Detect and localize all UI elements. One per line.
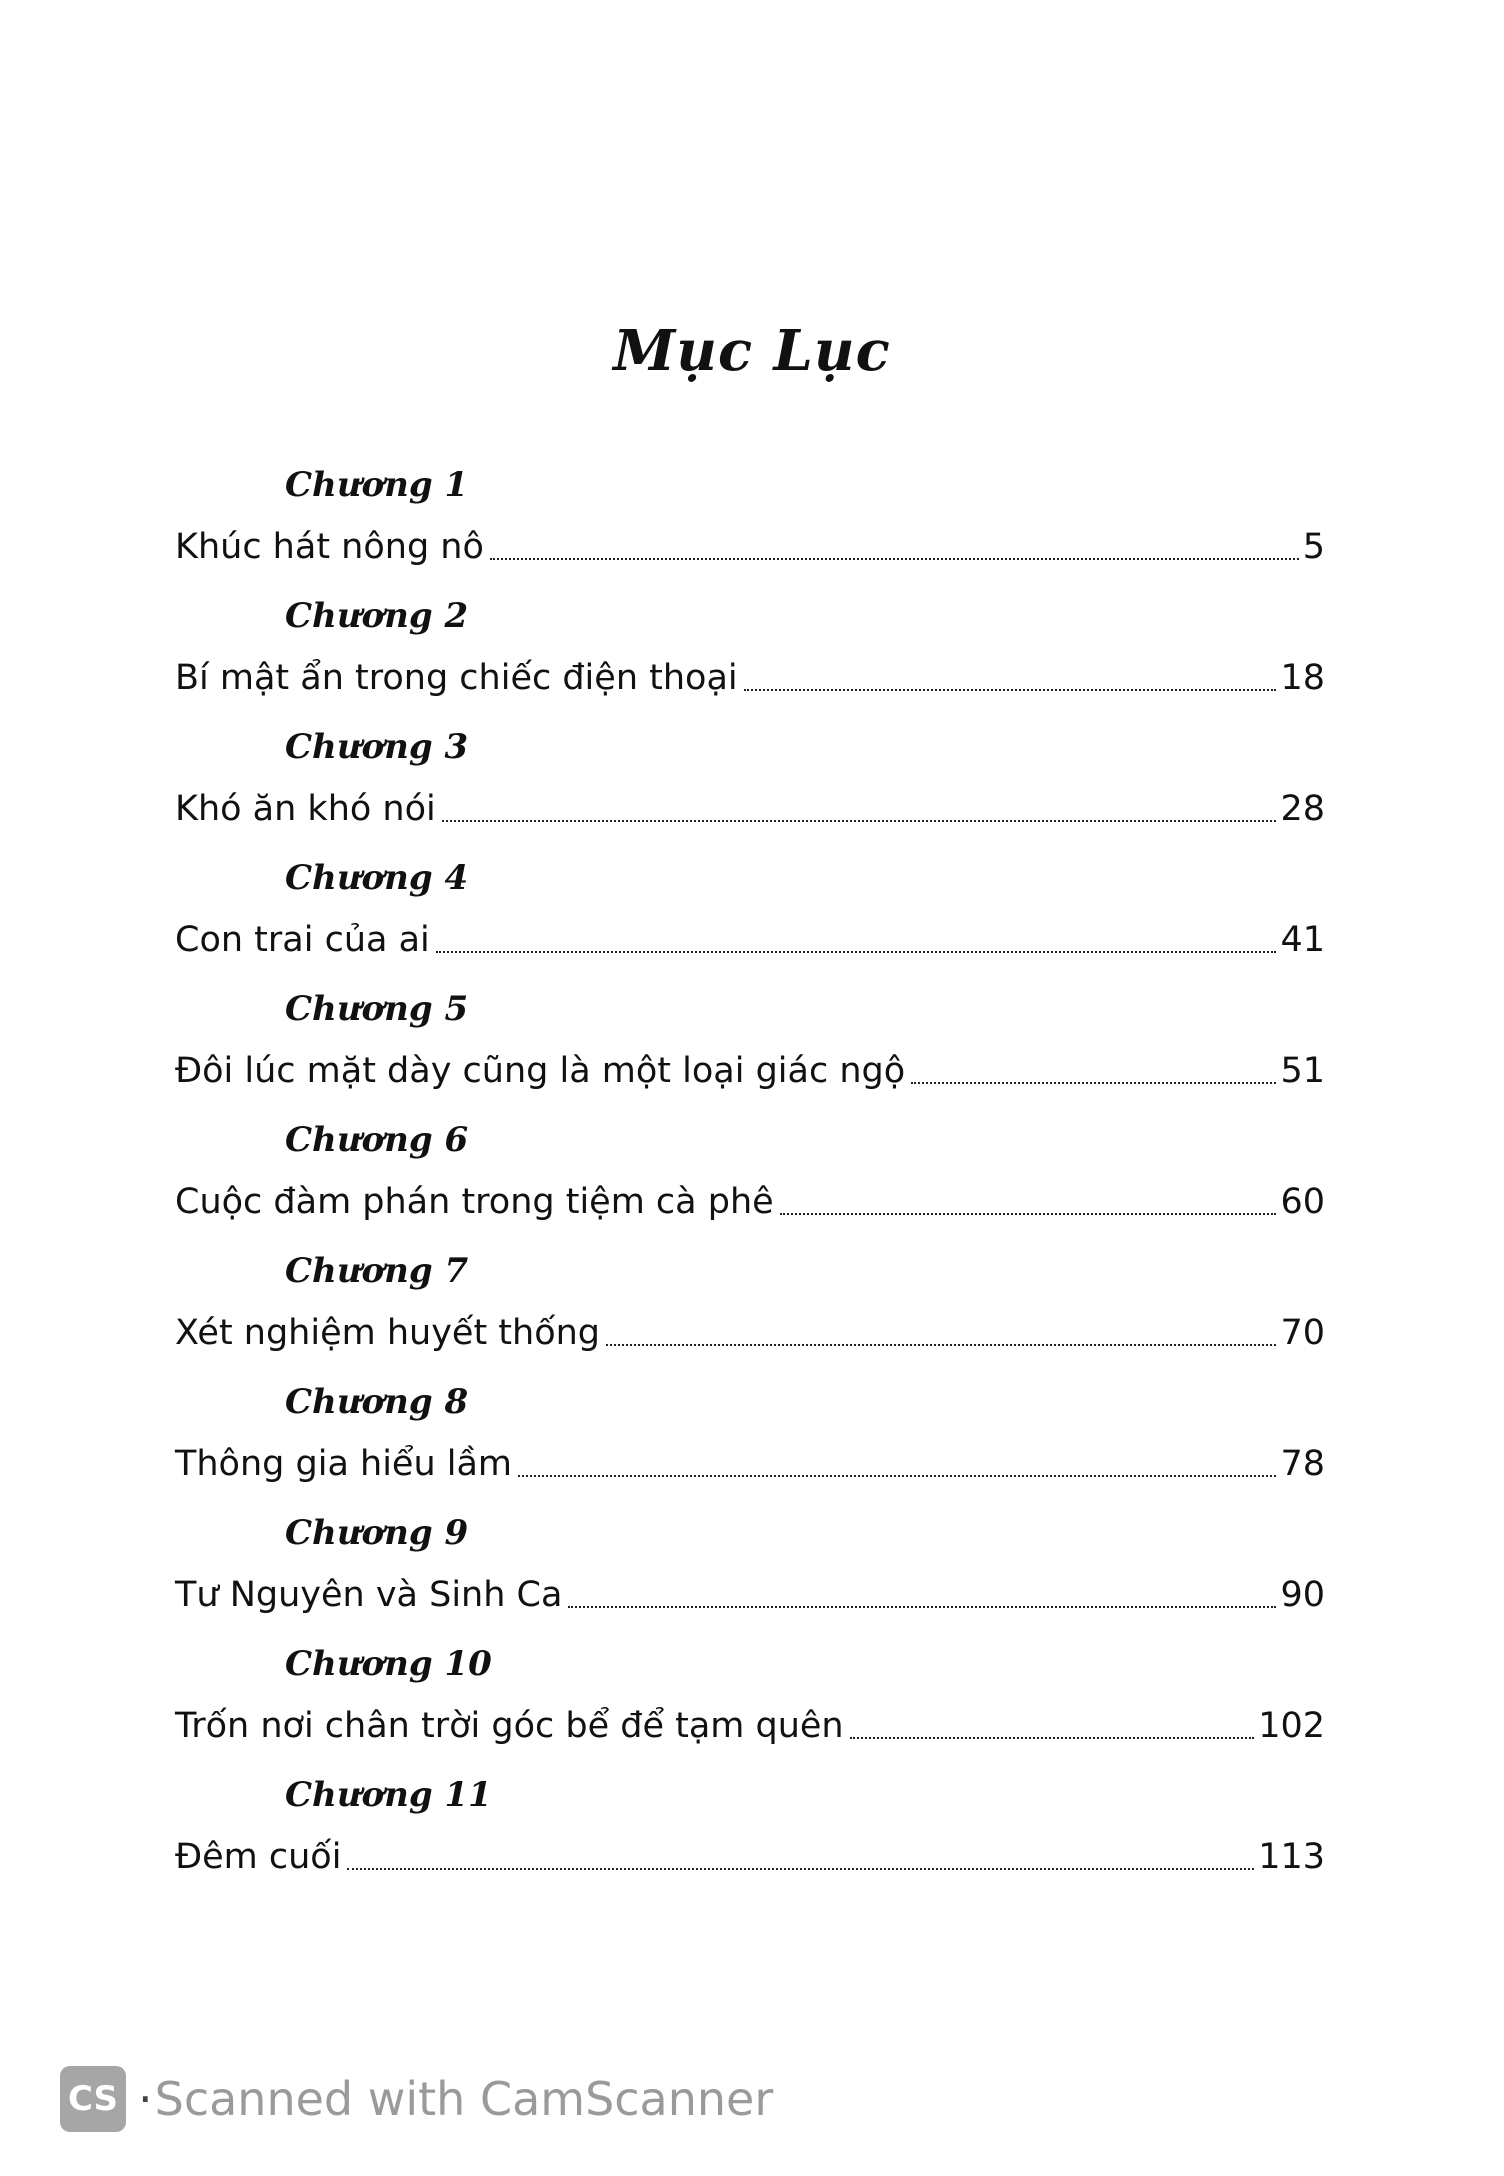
toc-line — [175, 524, 1325, 570]
chapter-label: Chương 4 — [285, 858, 469, 898]
page-number: 90 — [1280, 1575, 1325, 1615]
chapter-label: Chương 8 — [285, 1382, 469, 1422]
dot-leader — [347, 1868, 1254, 1870]
toc-line — [175, 655, 1325, 701]
page-number: 41 — [1280, 920, 1325, 960]
dot-leader — [606, 1344, 1276, 1346]
dot-leader — [490, 558, 1299, 560]
toc-line — [175, 1834, 1325, 1880]
chapter-label: Chương 1 — [285, 465, 469, 505]
page-number: 102 — [1258, 1706, 1325, 1746]
toc-entry — [175, 855, 1325, 986]
chapter-title: Xét nghiệm huyết thống — [175, 1313, 601, 1353]
toc-line — [175, 1703, 1325, 1749]
toc-entry — [175, 1379, 1325, 1510]
toc-entry — [175, 986, 1325, 1117]
chapter-label: Chương 6 — [285, 1120, 469, 1160]
dot-leader — [911, 1082, 1276, 1084]
table-of-contents — [175, 462, 1325, 1903]
dot-leader — [744, 689, 1277, 691]
watermark-text: Scanned with CamScanner — [154, 2072, 774, 2126]
toc-entry — [175, 1117, 1325, 1248]
page-number: 28 — [1280, 789, 1325, 829]
toc-line — [175, 1310, 1325, 1356]
chapter-label: Chương 7 — [285, 1251, 469, 1291]
chapter-label: Chương 5 — [285, 989, 469, 1029]
dot-leader — [780, 1213, 1277, 1215]
page-number: 60 — [1280, 1182, 1325, 1222]
chapter-label: Chương 3 — [285, 727, 469, 767]
toc-entry — [175, 724, 1325, 855]
toc-entry — [175, 1510, 1325, 1641]
toc-line — [175, 1048, 1325, 1094]
page-title: Mục Lục — [613, 318, 891, 384]
toc-entry — [175, 1772, 1325, 1903]
separator-dot: · — [138, 2072, 153, 2126]
toc-line — [175, 786, 1325, 832]
chapter-label: Chương 10 — [285, 1644, 492, 1684]
chapter-title: Khó ăn khó nói — [175, 789, 436, 829]
chapter-title: Tư Nguyên và Sinh Ca — [175, 1575, 563, 1615]
toc-entry — [175, 462, 1325, 593]
page-number: 113 — [1258, 1837, 1325, 1877]
page-number: 51 — [1280, 1051, 1325, 1091]
chapter-title: Con trai của ai — [175, 920, 430, 960]
chapter-title: Bí mật ẩn trong chiếc điện thoại — [175, 658, 738, 698]
chapter-title: Thông gia hiểu lầm — [175, 1444, 513, 1484]
dot-leader — [568, 1606, 1276, 1608]
dot-leader — [850, 1737, 1255, 1739]
dot-leader — [436, 951, 1277, 953]
camscanner-watermark — [60, 2066, 773, 2132]
toc-entry — [175, 593, 1325, 724]
page-number: 18 — [1280, 658, 1325, 698]
chapter-title: Đôi lúc mặt dày cũng là một loại giác ngộ — [175, 1051, 906, 1091]
chapter-title: Trốn nơi chân trời góc bể để tạm quên — [175, 1706, 844, 1746]
chapter-title: Khúc hát nông nô — [175, 527, 484, 567]
toc-line — [175, 1179, 1325, 1225]
page-number: 78 — [1280, 1444, 1325, 1484]
toc-line — [175, 1441, 1325, 1487]
page-number: 70 — [1280, 1313, 1325, 1353]
chapter-title: Cuộc đàm phán trong tiệm cà phê — [175, 1182, 774, 1222]
dot-leader — [518, 1475, 1276, 1477]
chapter-label: Chương 11 — [285, 1775, 492, 1815]
toc-line — [175, 1572, 1325, 1618]
camscanner-logo-icon: CS — [60, 2066, 126, 2132]
chapter-label: Chương 9 — [285, 1513, 469, 1553]
chapter-label: Chương 2 — [285, 596, 469, 636]
toc-entry — [175, 1641, 1325, 1772]
chapter-title: Đêm cuối — [175, 1837, 342, 1877]
page-number: 5 — [1302, 527, 1325, 567]
toc-line — [175, 917, 1325, 963]
dot-leader — [442, 820, 1277, 822]
toc-entry — [175, 1248, 1325, 1379]
